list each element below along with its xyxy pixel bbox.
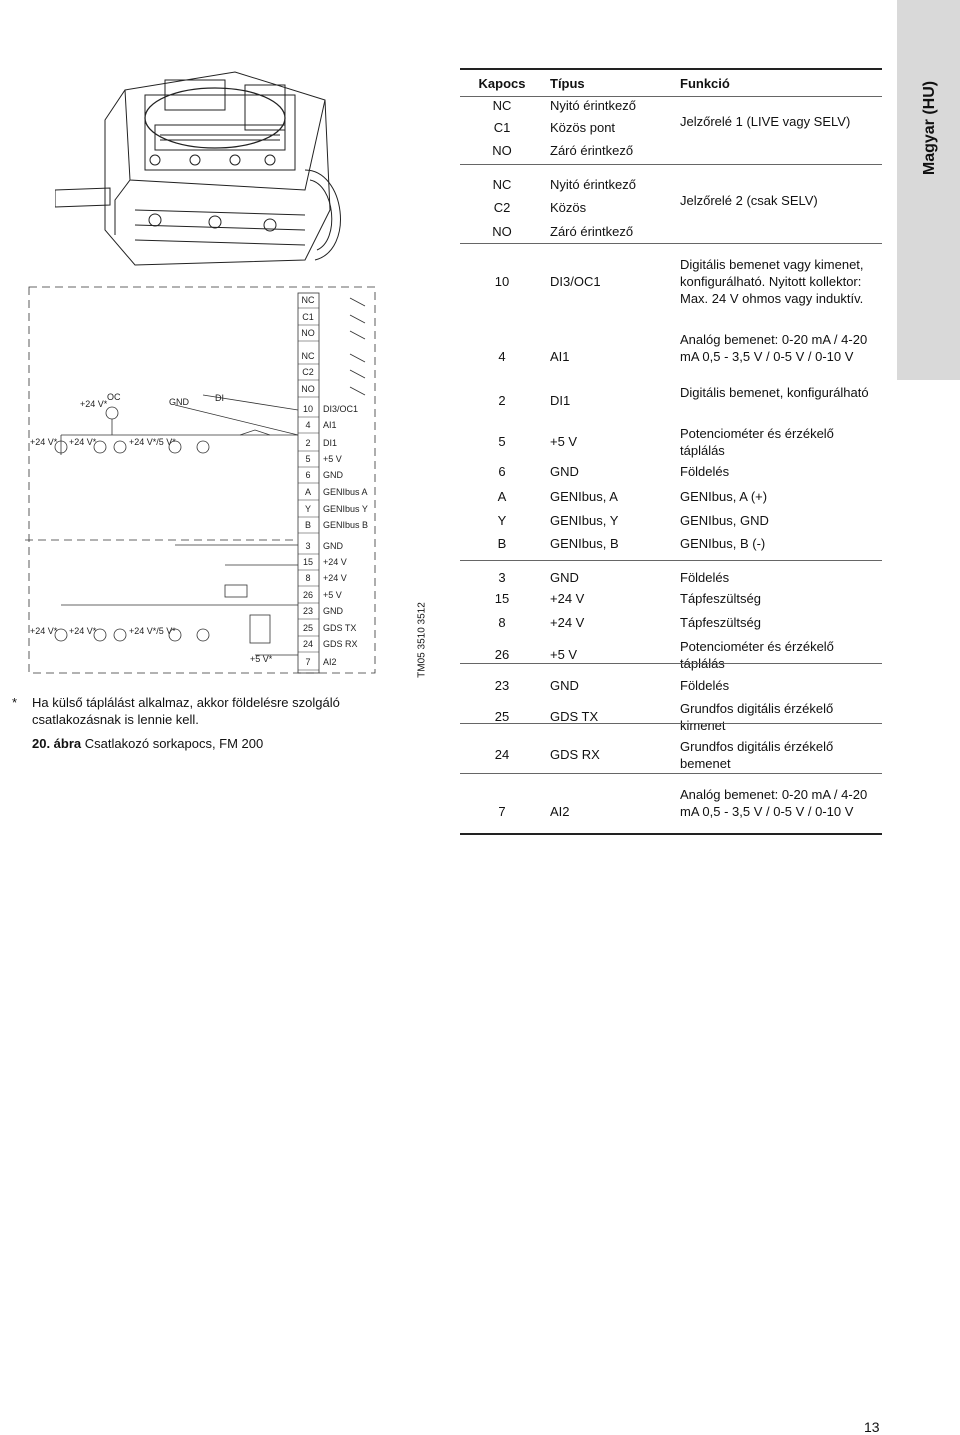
language-tab xyxy=(897,0,960,380)
table-row-tipus: DI1 xyxy=(550,393,571,408)
terminal-label: AI2 xyxy=(323,657,337,667)
table-row-kapocs: 8 xyxy=(498,615,506,630)
table-row-funkcio: Grundfos digitális érzékelő bemenet xyxy=(680,739,834,771)
table-row-kapocs: 4 xyxy=(498,349,506,364)
table-row-tipus: Közös pont xyxy=(550,120,616,135)
relay2-function: Jelzőrelé 2 (csak SELV) xyxy=(680,193,818,208)
terminal-label: GDS RX xyxy=(323,639,358,649)
table-row-funkcio: Analóg bemenet: 0-20 mA / 4-20 mA 0,5 - 3,5 V / 0-5 V / 0-10 V xyxy=(680,787,868,819)
relay1-function: Jelzőrelé 1 (LIVE vagy SELV) xyxy=(680,114,851,129)
relay-contact xyxy=(350,331,365,339)
terminal-label: AI1 xyxy=(323,420,337,430)
figure-title: Csatlakozó sorkapocs, FM 200 xyxy=(84,736,264,751)
table-row-funkcio: Tápfeszültség xyxy=(680,591,761,606)
table-row-kapocs: 7 xyxy=(498,804,506,819)
terminal-number: 24 xyxy=(302,639,314,649)
table-row-funkcio: GENIbus, B (-) xyxy=(680,536,766,551)
upper-src2-label: +24 V* xyxy=(69,437,97,447)
table-row-funkcio: Potenciométer és érzékelő táplálás xyxy=(680,426,834,458)
upper-src3-label: +24 V*/5 V* xyxy=(129,437,176,447)
terminal-number: NC xyxy=(301,295,315,305)
terminal-label: GENIbus B xyxy=(323,520,369,530)
relay-contact xyxy=(350,370,365,378)
terminal-label: GDS TX xyxy=(323,623,357,633)
terminal-number: 8 xyxy=(305,573,311,583)
terminal-number: 2 xyxy=(305,438,311,448)
terminal-number: Y xyxy=(304,504,312,514)
relay-contact xyxy=(350,387,365,395)
terminal-number: C1 xyxy=(302,312,314,322)
table-row-kapocs: C2 xyxy=(493,200,511,215)
terminal-number: NC xyxy=(301,351,315,361)
terminal-label: DI3/OC1 xyxy=(323,404,359,414)
table-row-kapocs: C1 xyxy=(493,120,511,135)
oc-label: OC xyxy=(107,392,121,402)
terminal-label: DI1 xyxy=(323,438,338,448)
table-row-tipus: Záró érintkező xyxy=(550,224,634,239)
table-rule xyxy=(460,243,882,244)
terminal-number: 6 xyxy=(305,470,311,480)
table-row-tipus: Nyitó érintkező xyxy=(550,98,636,113)
terminal-number: 4 xyxy=(305,420,311,430)
table-row-tipus: +24 V xyxy=(550,591,585,606)
table-row-kapocs: 15 xyxy=(494,591,510,606)
page-number: 13 xyxy=(864,1419,880,1435)
table-row-kapocs: 3 xyxy=(498,570,506,585)
table-row-kapocs: 26 xyxy=(494,647,510,662)
figure-id: TM05 3510 3512 xyxy=(416,602,428,678)
table-row-funkcio: Grundfos digitális érzékelő kimenet xyxy=(680,701,834,733)
gnd-label: GND xyxy=(169,397,189,407)
lower-src2-label: +24 V* xyxy=(69,626,97,636)
table-row-kapocs: 23 xyxy=(494,678,510,693)
table-row-kapocs: A xyxy=(497,489,507,504)
terminal-number: 25 xyxy=(302,623,314,633)
terminal-number: NO xyxy=(301,328,315,338)
terminal-number: A xyxy=(304,487,312,497)
table-top-rule xyxy=(460,68,882,70)
terminal-label: GND xyxy=(323,606,343,616)
terminal-label: GENIbus Y xyxy=(323,504,368,514)
table-row-tipus: AI1 xyxy=(550,349,570,364)
terminal-number: NO xyxy=(301,384,315,394)
terminal-label: +24 V xyxy=(323,573,347,583)
oc-supply-label: +24 V* xyxy=(80,399,108,409)
terminal-label: +5 V xyxy=(323,454,342,464)
table-row-kapocs: NO xyxy=(492,143,512,158)
table-row-funkcio: Digitális bemenet vagy kimenet, konfigurálható. Nyitott kollektor: Max. 24 V ohmos vagy induktív. xyxy=(680,257,864,306)
table-row-kapocs: 6 xyxy=(498,464,506,479)
table-row-kapocs: Y xyxy=(497,513,507,528)
table-rule xyxy=(460,164,882,165)
table-rule xyxy=(460,833,882,835)
plus5-label: +5 V* xyxy=(250,654,273,664)
di-label: DI xyxy=(215,393,224,403)
terminal-number: B xyxy=(304,520,312,530)
table-row-funkcio: Digitális bemenet, konfigurálható xyxy=(680,385,869,400)
terminal-label: GND xyxy=(323,541,343,551)
table-rule xyxy=(460,560,882,561)
table-row-funkcio: GENIbus, A (+) xyxy=(680,489,768,504)
terminal-number: 10 xyxy=(302,404,314,414)
motor-illustration xyxy=(55,60,355,275)
table-row-funkcio: Földelés xyxy=(680,464,730,479)
table-row-kapocs: 5 xyxy=(498,434,506,449)
terminal-label: +5 V xyxy=(323,590,342,600)
terminal-label: GENIbus A xyxy=(323,487,368,497)
table-row-tipus: DI3/OC1 xyxy=(550,274,601,289)
terminal-number: 7 xyxy=(305,657,311,667)
table-row-funkcio: Tápfeszültség xyxy=(680,615,761,630)
language-tab-label: Magyar (HU) xyxy=(921,80,938,176)
table-row-kapocs: 2 xyxy=(498,393,506,408)
table-row-kapocs: NC xyxy=(492,98,512,113)
table-row-tipus: GENIbus, B xyxy=(550,536,619,551)
table-row-kapocs: NO xyxy=(492,224,512,239)
terminal-label: +24 V xyxy=(323,557,347,567)
header-kapocs: Kapocs xyxy=(478,76,526,91)
table-row-tipus: GND xyxy=(550,464,579,479)
terminal-label: GND xyxy=(323,470,343,480)
table-row-kapocs: 24 xyxy=(494,747,510,762)
terminal-rows xyxy=(298,295,368,670)
table-row-tipus: Közös xyxy=(550,200,587,215)
table-row-tipus: +5 V xyxy=(550,434,578,449)
terminal-number: C2 xyxy=(302,367,314,377)
terminal-number: 26 xyxy=(302,590,314,600)
lower-src3-label: +24 V*/5 V* xyxy=(129,626,176,636)
figure-caption xyxy=(32,736,263,751)
table-row-tipus: GENIbus, Y xyxy=(550,513,619,528)
relay-contact xyxy=(350,354,365,362)
header-funkcio: Funkció xyxy=(680,76,730,91)
footnote-text: Ha külső táplálást alkalmaz, akkor földelésre szolgáló csatlakozásnak is lennie kell. xyxy=(32,695,340,727)
relay-contact xyxy=(350,298,365,306)
table-row-tipus: Záró érintkező xyxy=(550,143,634,158)
figure-number: 20. ábra xyxy=(32,736,82,751)
table-row-funkcio: Potenciométer és érzékelő táplálás xyxy=(680,639,834,671)
table-row-kapocs: 25 xyxy=(494,709,510,724)
terminal-schematic xyxy=(25,285,395,685)
table-row-tipus: GENIbus, A xyxy=(550,489,618,504)
table-row-tipus: AI2 xyxy=(550,804,570,819)
table-row-kapocs: B xyxy=(497,536,507,551)
table-row-tipus: GDS RX xyxy=(550,747,600,762)
table-row-funkcio: Földelés xyxy=(680,678,730,693)
terminal-number: 3 xyxy=(305,541,311,551)
table-rule xyxy=(460,723,882,724)
table-rule xyxy=(460,663,882,664)
terminal-number: 15 xyxy=(302,557,314,567)
table-row-tipus: Nyitó érintkező xyxy=(550,177,636,192)
table-row-funkcio: Analóg bemenet: 0-20 mA / 4-20 mA 0,5 - 3,5 V / 0-5 V / 0-10 V xyxy=(680,332,868,364)
header-tipus: Típus xyxy=(550,76,585,91)
table-rule xyxy=(460,773,882,774)
table-row-tipus: GND xyxy=(550,570,579,585)
table-row-funkcio: Földelés xyxy=(680,570,730,585)
table-row-tipus: +5 V xyxy=(550,647,578,662)
table-row-tipus: +24 V xyxy=(550,615,585,630)
upper-src1-label: +24 V* xyxy=(30,437,58,447)
terminal-number: 23 xyxy=(302,606,314,616)
footnote-star: * xyxy=(12,695,18,710)
lower-src1-label: +24 V* xyxy=(30,626,58,636)
table-row-kapocs: 10 xyxy=(494,274,510,289)
terminal-number: 5 xyxy=(305,454,311,464)
table-row-funkcio: GENIbus, GND xyxy=(680,513,769,528)
table-row-kapocs: NC xyxy=(492,177,512,192)
table-row-tipus: GND xyxy=(550,678,579,693)
relay-contact xyxy=(350,315,365,323)
table-row-tipus: GDS TX xyxy=(550,709,599,724)
